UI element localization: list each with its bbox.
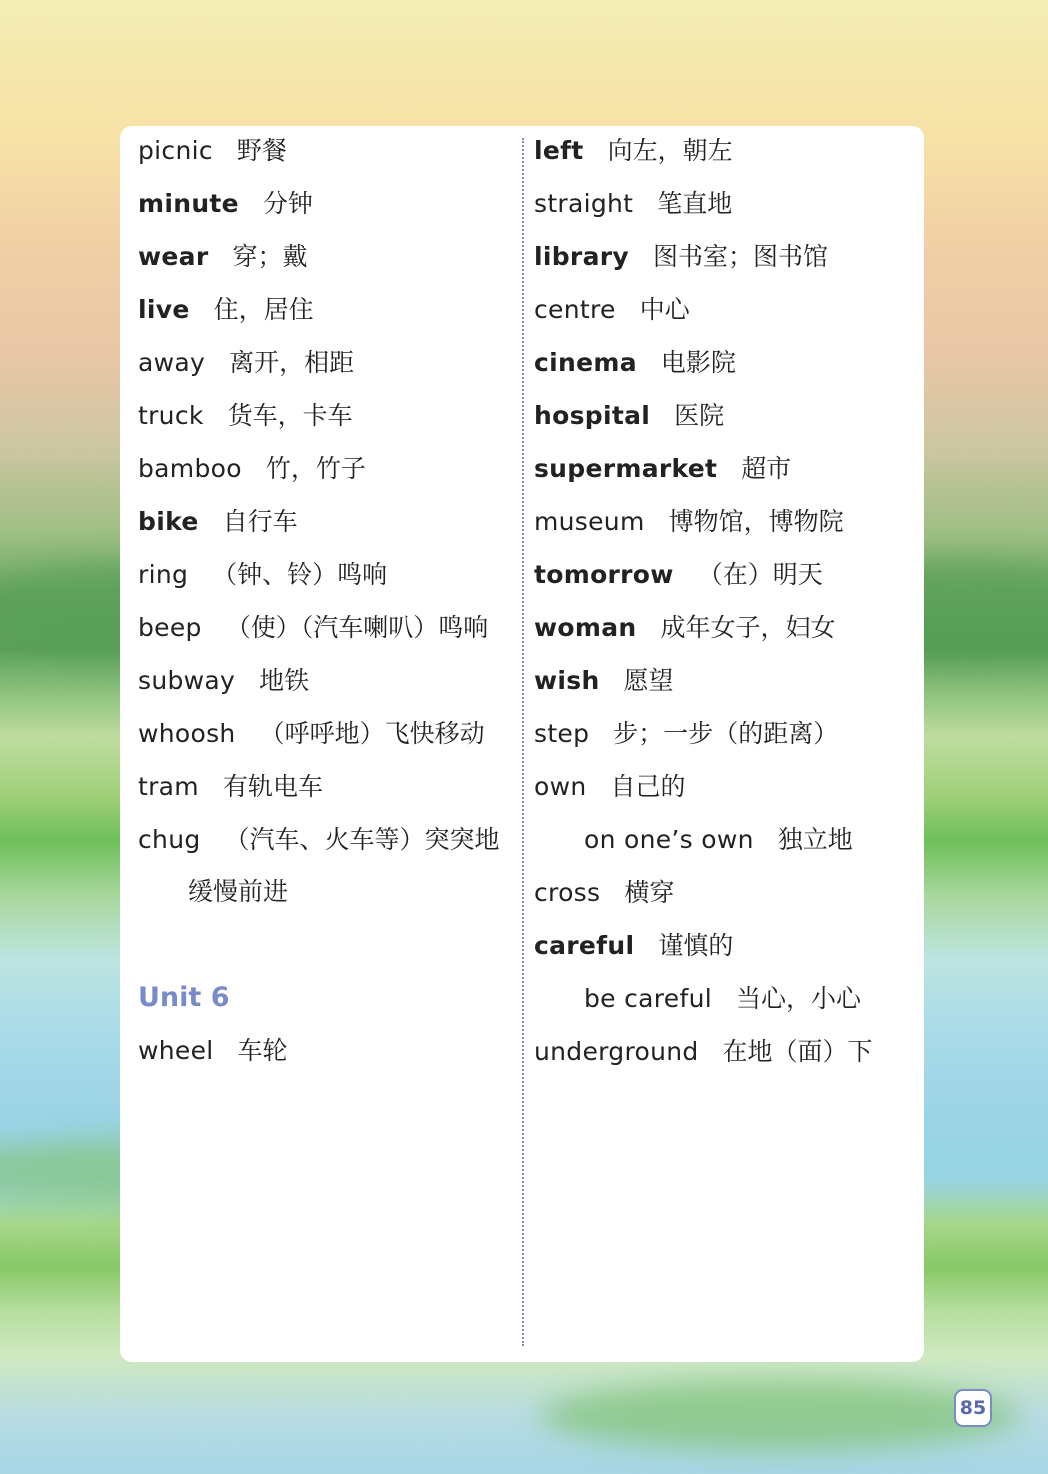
meaning: 缓慢前进 <box>188 878 289 906</box>
word: subway <box>138 666 236 695</box>
word: woman <box>534 613 637 642</box>
word: bamboo <box>138 454 242 483</box>
word: chug <box>138 825 201 854</box>
vocab-entry <box>534 603 836 656</box>
vocab-entry <box>534 126 733 179</box>
word: tram <box>138 772 199 801</box>
vocab-entry <box>534 656 674 709</box>
meaning: 当心，小心 <box>735 984 861 1013</box>
vocab-entry <box>138 338 354 391</box>
vocab-entry <box>138 762 323 815</box>
vocab-entry <box>138 285 314 338</box>
word: picnic <box>138 136 213 165</box>
meaning: 医院 <box>674 401 725 430</box>
vocab-phrase <box>534 974 861 1027</box>
meaning: 地铁 <box>259 666 310 695</box>
meaning: 车轮 <box>237 1036 288 1065</box>
word: own <box>534 772 587 801</box>
meaning: 图书室；图书馆 <box>652 242 828 271</box>
background-brush <box>540 1380 1020 1450</box>
word: underground <box>534 1037 699 1066</box>
meaning: 竹，竹子 <box>265 454 366 483</box>
word: away <box>138 348 206 377</box>
word: beep <box>138 613 202 642</box>
meaning: 独立地 <box>777 825 853 854</box>
word: careful <box>534 931 635 960</box>
meaning: 穿；戴 <box>232 242 308 271</box>
meaning: （在）明天 <box>697 560 823 589</box>
vocab-entry <box>138 603 488 656</box>
word: hospital <box>534 401 651 430</box>
meaning: 步；一步（的距离） <box>613 719 839 748</box>
word: museum <box>534 507 645 536</box>
meaning: 分钟 <box>262 189 313 218</box>
meaning: （呼呼地）飞快移动 <box>259 719 485 748</box>
vocab-entry <box>534 868 674 921</box>
vocab-entry <box>138 126 287 179</box>
meaning-continuation <box>138 867 288 920</box>
word: supermarket <box>534 454 718 483</box>
meaning: 愿望 <box>623 666 674 695</box>
word: centre <box>534 295 616 324</box>
vocab-entry <box>138 232 307 285</box>
vocab-entry <box>534 497 844 550</box>
word: wish <box>534 666 600 695</box>
meaning: 货车，卡车 <box>227 401 353 430</box>
vocab-entry <box>138 815 500 868</box>
meaning: 自行车 <box>222 507 298 536</box>
meaning: 横穿 <box>624 878 675 907</box>
vocab-phrase <box>534 815 853 868</box>
meaning: 野餐 <box>236 136 287 165</box>
word: tomorrow <box>534 560 674 589</box>
meaning: 在地（面）下 <box>722 1037 873 1066</box>
vocab-entry <box>534 921 733 974</box>
vocabulary-card <box>120 126 924 1362</box>
vocab-entry <box>534 179 732 232</box>
word: step <box>534 719 590 748</box>
meaning: 成年女子，妇女 <box>660 613 836 642</box>
vocab-entry <box>138 497 298 550</box>
word: wheel <box>138 1036 214 1065</box>
meaning: 自己的 <box>610 772 686 801</box>
word: left <box>534 136 584 165</box>
page-number-badge: 85 <box>954 1389 992 1427</box>
meaning: 住，居住 <box>213 295 314 324</box>
meaning: 笔直地 <box>657 189 733 218</box>
meaning: 博物馆，博物院 <box>668 507 844 536</box>
meaning: 超市 <box>741 454 792 483</box>
word: ring <box>138 560 189 589</box>
meaning: 离开，相距 <box>229 348 355 377</box>
unit-title: Unit 6 <box>138 982 230 1013</box>
word: bike <box>138 507 199 536</box>
vocab-entry <box>138 656 309 709</box>
meaning: 向左，朝左 <box>607 136 733 165</box>
phrase: on one’s own <box>584 825 754 854</box>
word: minute <box>138 189 239 218</box>
vocab-entry <box>534 709 838 762</box>
vocab-entry <box>138 550 387 603</box>
vocab-entry <box>534 762 686 815</box>
phrase: be careful <box>584 984 712 1013</box>
meaning: 电影院 <box>660 348 736 377</box>
vocab-entry <box>138 444 366 497</box>
word: whoosh <box>138 719 236 748</box>
word: truck <box>138 401 204 430</box>
word: straight <box>534 189 634 218</box>
vocab-entry <box>534 338 736 391</box>
word: wear <box>138 242 209 271</box>
word: library <box>534 242 629 271</box>
vocab-entry <box>534 285 690 338</box>
meaning: （钟、铃）鸣响 <box>212 560 388 589</box>
vocab-entry <box>534 1027 873 1080</box>
vocab-entry <box>138 391 353 444</box>
vocab-entry <box>534 550 823 603</box>
vocab-entry <box>534 232 828 285</box>
column-divider <box>522 138 524 1346</box>
word: live <box>138 295 190 324</box>
meaning: （使）（汽车喇叭）鸣响 <box>225 613 489 642</box>
vocab-entry <box>534 444 791 497</box>
meaning: 有轨电车 <box>222 772 323 801</box>
meaning: 中心 <box>639 295 690 324</box>
vocab-entry <box>138 709 485 762</box>
vocab-entry <box>138 1026 288 1079</box>
vocab-entry <box>138 179 313 232</box>
word: cross <box>534 878 601 907</box>
meaning: 谨慎的 <box>658 931 734 960</box>
word: cinema <box>534 348 637 377</box>
vocab-entry <box>534 391 724 444</box>
meaning: （汽车、火车等）突突地 <box>224 825 500 854</box>
